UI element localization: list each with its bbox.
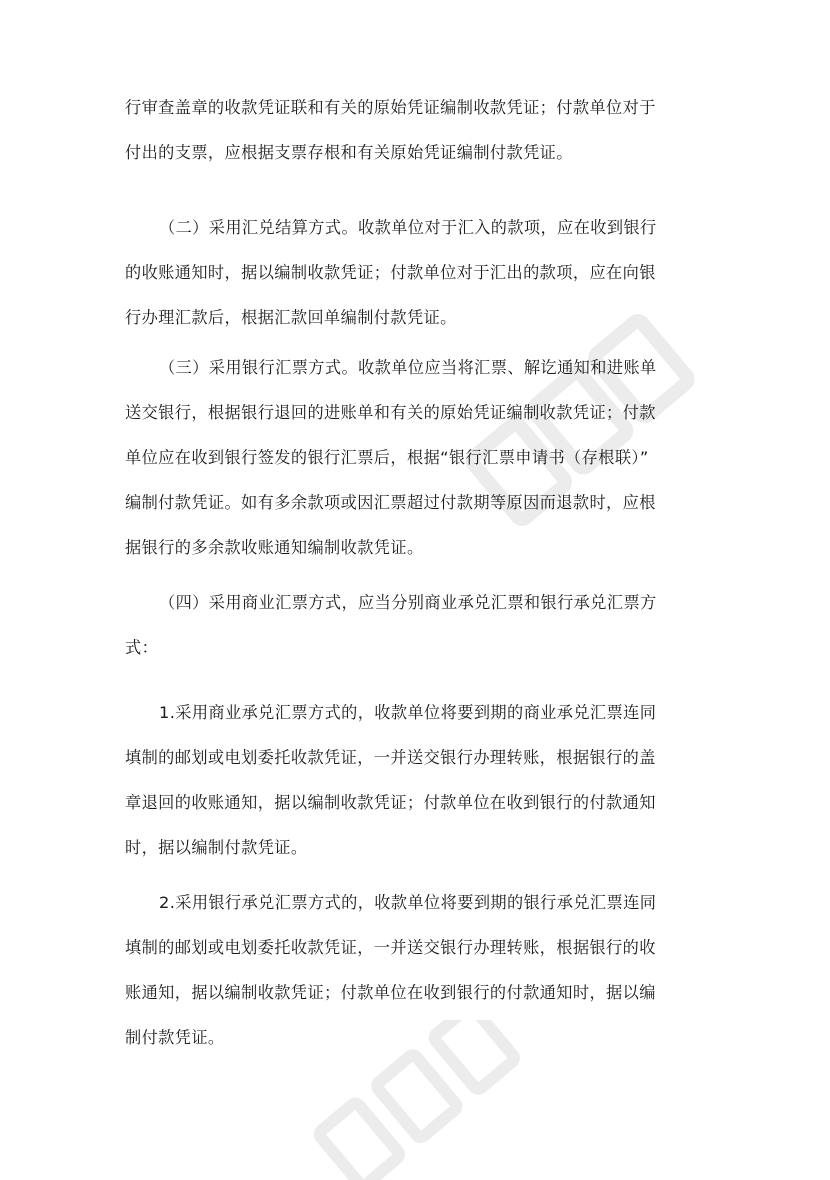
text-line: 式： <box>125 638 159 657</box>
text-line: 行办理汇款后，根据汇款回单编制付款凭证。 <box>125 308 457 327</box>
text-line: （三）采用银行汇票方式。收款单位应当将汇票、解讫通知和进账单 <box>159 358 657 377</box>
text-line: 制付款凭证。 <box>125 1028 225 1047</box>
paragraph-4 <box>125 580 715 670</box>
text-line: 付出的支票，应根据支票存根和有关原始凭证编制付款凭证。 <box>125 143 573 162</box>
text-line: 2.采用银行承兑汇票方式的，收款单位将要到期的银行承兑汇票连同 <box>159 893 657 912</box>
text-line: 填制的邮划或电划委托收款凭证，一并送交银行办理转账，根据银行的盖 <box>125 748 656 767</box>
text-line: 的收账通知时，据以编制收款凭证；付款单位对于汇出的款项，应在向银 <box>125 263 656 282</box>
paragraph-6 <box>125 880 715 1060</box>
text-line: 填制的邮划或电划委托收款凭证，一并送交银行办理转账，根据银行的收 <box>125 938 656 957</box>
text-line: （四）采用商业汇票方式，应当分别商业承兑汇票和银行承兑汇票方 <box>159 593 657 612</box>
text-line: 据银行的多余款收账通知编制收款凭证。 <box>125 538 424 557</box>
text-line: 账通知，据以编制收款凭证；付款单位在收到银行的付款通知时，据以编 <box>125 983 656 1002</box>
text-line: 单位应在收到银行签发的银行汇票后，根据“银行汇票申请书（存根联）” <box>125 448 649 467</box>
text-line: 编制付款凭证。如有多余款项或因汇票超过付款期等原因而退款时，应根 <box>125 493 656 512</box>
paragraph-1 <box>125 85 715 175</box>
paragraph-3 <box>125 345 715 570</box>
text-line: 1.采用商业承兑汇票方式的，收款单位将要到期的商业承兑汇票连同 <box>159 703 657 722</box>
text-line: 送交银行，根据银行退回的进账单和有关的原始凭证编制收款凭证；付款 <box>125 403 656 422</box>
paragraph-5 <box>125 690 715 870</box>
text-line: 章退回的收账通知，据以编制收款凭证；付款单位在收到银行的付款通知 <box>125 793 656 812</box>
text-line: （二）采用汇兑结算方式。收款单位对于汇入的款项，应在收到银行 <box>159 218 657 237</box>
text-line: 时，据以编制付款凭证。 <box>125 838 308 857</box>
text-line: 行审查盖章的收款凭证联和有关的原始凭证编制收款凭证；付款单位对于 <box>125 98 656 117</box>
paragraph-2 <box>125 205 715 340</box>
